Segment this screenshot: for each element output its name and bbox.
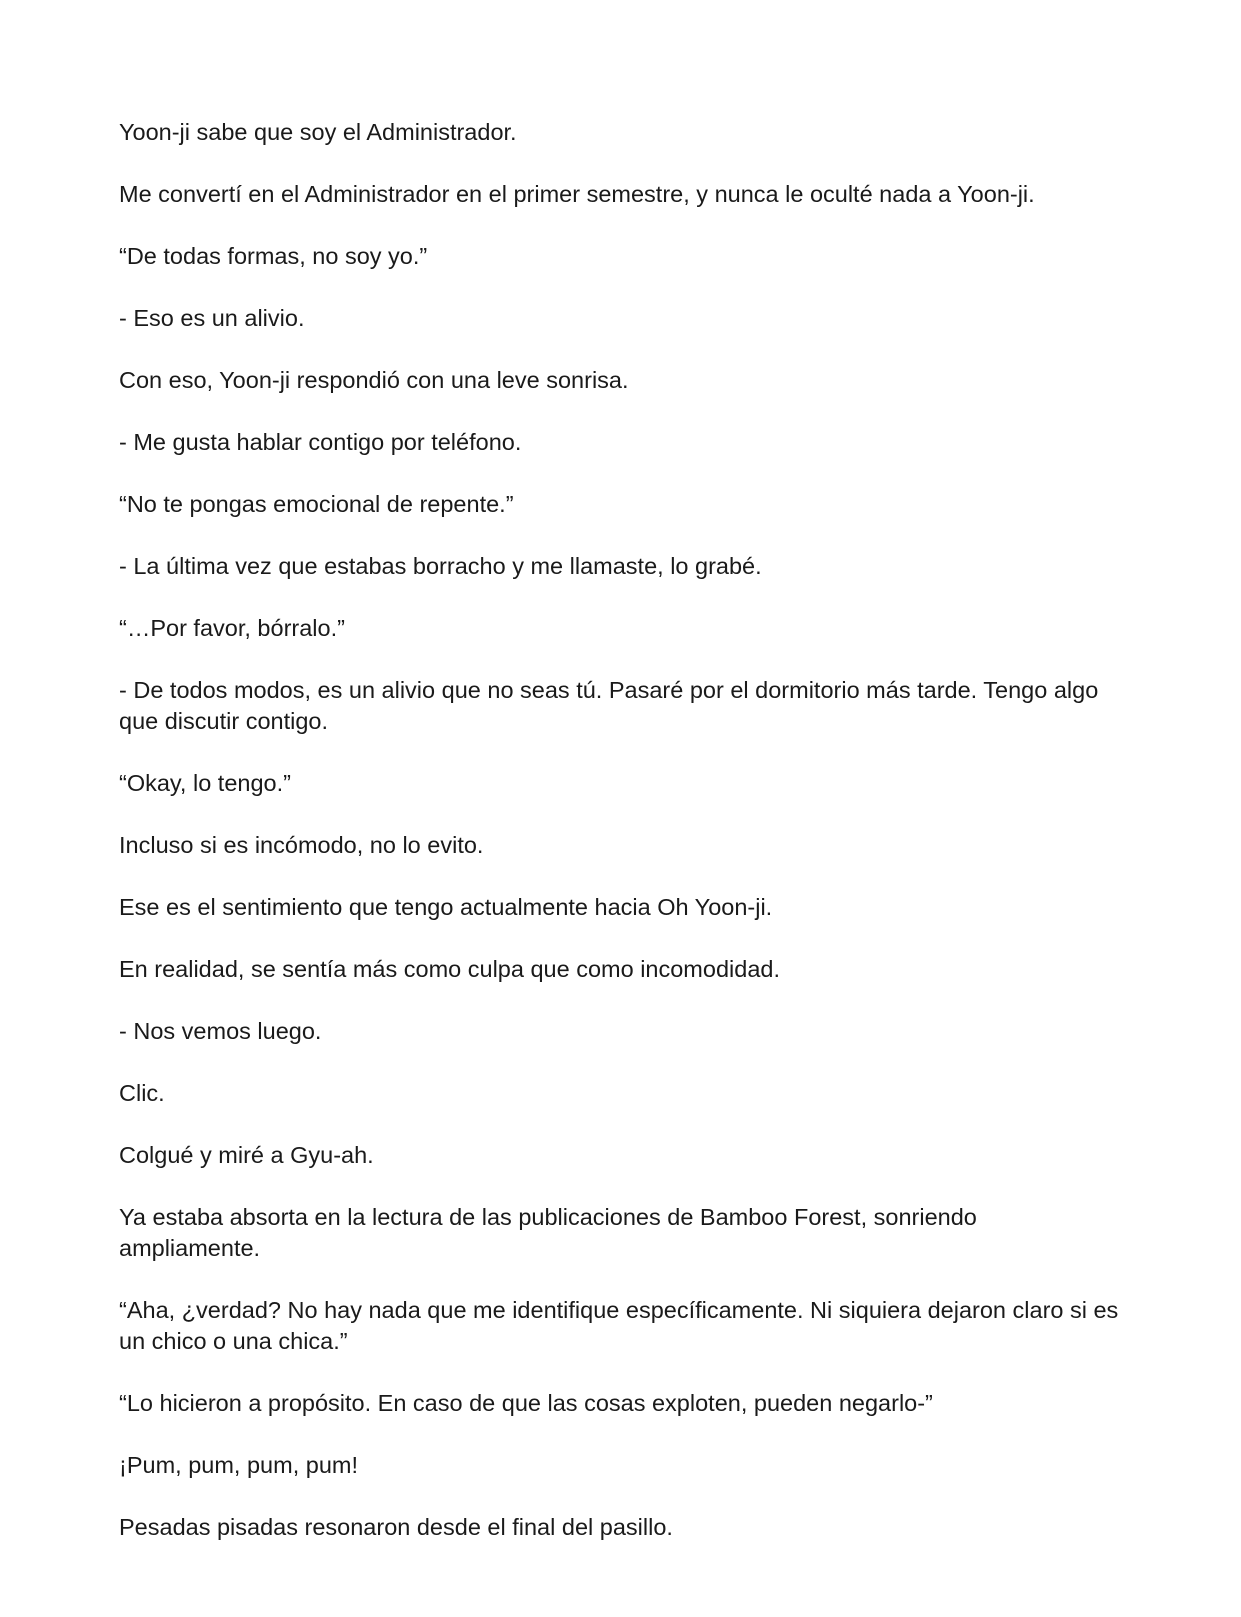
paragraph-18: Ya estaba absorta en la lectura de las publicaciones de Bamboo Forest, sonriendo ampliamente. bbox=[119, 1204, 977, 1261]
paragraph-19: “Aha, ¿verdad? No hay nada que me identifique específicamente. Ni siquiera dejaron claro si es un chico o una chica.” bbox=[119, 1297, 1119, 1354]
paragraph-5: Con eso, Yoon-ji respondió con una leve sonrisa. bbox=[119, 367, 629, 393]
paragraph-17: Colgué y miré a Gyu-ah. bbox=[119, 1142, 374, 1168]
paragraph-7: “No te pongas emocional de repente.” bbox=[119, 491, 514, 517]
paragraph-13: Ese es el sentimiento que tengo actualmente hacia Oh Yoon-ji. bbox=[119, 894, 773, 920]
paragraph-6: - Me gusta hablar contigo por teléfono. bbox=[119, 429, 522, 455]
paragraph-22: Pesadas pisadas resonaron desde el final del pasillo. bbox=[119, 1514, 673, 1540]
paragraph-21: ¡Pum, pum, pum, pum! bbox=[119, 1452, 358, 1478]
document-body bbox=[119, 117, 1124, 1574]
paragraph-20: “Lo hicieron a propósito. En caso de que las cosas exploten, pueden negarlo-” bbox=[119, 1390, 933, 1416]
paragraph-12: Incluso si es incómodo, no lo evito. bbox=[119, 832, 484, 858]
paragraph-9: “…Por favor, bórralo.” bbox=[119, 615, 345, 641]
paragraph-4: - Eso es un alivio. bbox=[119, 305, 305, 331]
paragraph-3: “De todas formas, no soy yo.” bbox=[119, 243, 428, 269]
paragraph-11: “Okay, lo tengo.” bbox=[119, 770, 291, 796]
paragraph-15: - Nos vemos luego. bbox=[119, 1018, 322, 1044]
paragraph-2: Me convertí en el Administrador en el primer semestre, y nunca le oculté nada a Yoon-ji. bbox=[119, 181, 1035, 207]
paragraph-16: Clic. bbox=[119, 1080, 165, 1106]
paragraph-14: En realidad, se sentía más como culpa que como incomodidad. bbox=[119, 956, 780, 982]
paragraph-8: - La última vez que estabas borracho y me llamaste, lo grabé. bbox=[119, 553, 762, 579]
paragraph-1: Yoon-ji sabe que soy el Administrador. bbox=[119, 119, 517, 145]
paragraph-10: - De todos modos, es un alivio que no seas tú. Pasaré por el dormitorio más tarde. Tengo algo que discutir contigo. bbox=[119, 677, 1099, 734]
